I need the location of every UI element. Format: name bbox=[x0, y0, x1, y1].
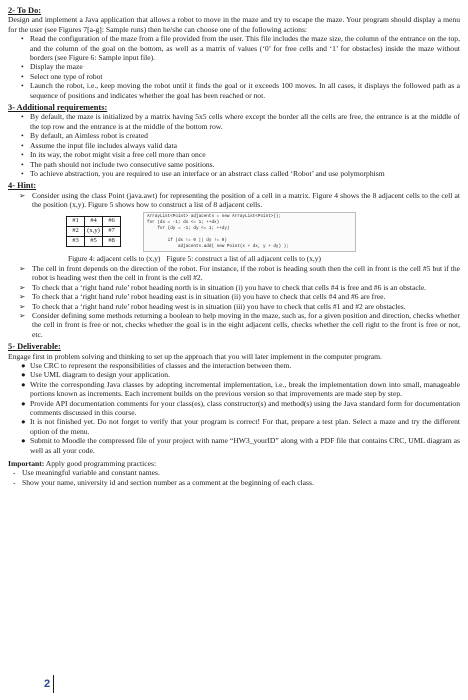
hint-list bbox=[8, 264, 460, 339]
requirement-item: • The path should not include two consecutive same positions. bbox=[21, 159, 215, 169]
grid-cell: #4 bbox=[85, 216, 103, 226]
figure-4-caption: Figure 4: adjacent cells to (x,y) bbox=[68, 253, 161, 263]
important-item: - Use meaningful variable and constant names. bbox=[13, 468, 160, 478]
hint-item: ➢ To check that a ‘right hand rule’ robot heading west is in situation (iii) you have to check that cells #1 and #2 are obstacles. bbox=[19, 301, 406, 311]
hint-item: ➢ Consider using the class Point (java.awt) for representing the position of a cell in a matrix. Figure 4 shows the 8 adjacent cells to the cell at the position (x,y). Figure 5 shows how to construct a list of 8 adjacent cells. bbox=[19, 190, 460, 210]
grid-cell: #1 bbox=[67, 216, 85, 226]
hint-intro-list bbox=[8, 191, 460, 210]
requirement-item: • By default, an Aimless robot is created bbox=[21, 131, 148, 141]
todo-item: • Read the configuration of the maze from a file provided from the user. This file includes the maze size, the column of the entrance on the top, and the column of the goal on the bottom, as well as a matrix of values (‘0’ for free cells and ‘1’ for obstacles) inside the maze without borders (see Figure 6: Sample input file). bbox=[21, 34, 460, 63]
requirements-title: 3- Additional requirements: bbox=[8, 103, 108, 113]
important-item: - Show your name, university id and section number as a comment at the beginning of each class. bbox=[13, 477, 314, 487]
important-label: Important: bbox=[8, 459, 45, 469]
deliverable-item: ● Write the corresponding Java classes by adopting incremental implementation, i.e., break the implementation down into small, manageable portions known as increments. Each increment builds on the previous version so that improvements are made step by step. bbox=[21, 379, 460, 399]
deliverable-list bbox=[8, 361, 460, 455]
grid-cell: (x,y) bbox=[85, 226, 103, 236]
todo-item: • Select one type of robot bbox=[21, 71, 103, 81]
todo-list bbox=[8, 34, 460, 100]
requirements-list bbox=[8, 112, 460, 178]
hint-item: ➢ Consider defining some methods returning a boolean to help moving in the maze, such as, for a given position and direction, checks whether the cell in front is free or not, checks whether the goal is in the eight adjacent cells, checks whether the cell right to the front is free or not, etc. bbox=[19, 310, 460, 339]
important-line bbox=[8, 459, 460, 468]
code-snippet: ArrayList<Point> adjacents = new ArrayList<Point>(); for (dx = -1; dx <= 1; ++dx) for (dy = -1; dy <= 1; ++dy) if (dx != 0 || dy != 0) adjacents.add( new Point(x + dx, y + dy) ); bbox=[143, 212, 356, 252]
deliverable-intro: Engage first in problem solving and thinking to set up the approach that you will later implement in the computer program. bbox=[8, 351, 382, 361]
grid-cell: #2 bbox=[67, 226, 85, 236]
todo-item: • Display the maze bbox=[21, 62, 83, 72]
hint-item: ➢ To check that a ‘right hand rule’ robot heading north is in situation (i) you have to check that cells #4 is free and #6 is an obstacle. bbox=[19, 282, 427, 292]
grid-cell: #5 bbox=[85, 236, 103, 246]
figure-captions bbox=[68, 254, 460, 263]
grid-cell: #6 bbox=[103, 216, 121, 226]
deliverable-item: ● Submit to Moodle the compressed file of your project with name “HW3_yourID” along with a PDF file that contains CRC, UML diagram as well as all your code. bbox=[21, 436, 460, 455]
deliverable-item: ● It is not finished yet. Do not forget to verify that your program is correct! For that, prepare a test plan. Select a maze and try the different option of the menu. bbox=[21, 417, 460, 436]
hint-item: ➢ To check that a ‘right hand rule’ robot heading east is in situation (ii) you have to check that cells #4 and #6 are free. bbox=[19, 292, 386, 302]
important-list bbox=[8, 468, 460, 487]
figures-block bbox=[36, 212, 460, 252]
requirement-item: • By default, the maze is initialized by a matrix having 5x5 cells where except the border all the cells are free, the entrance is at the middle of the top row and the entrance is at the middle of the bottom row. bbox=[21, 112, 460, 131]
grid-cell: #7 bbox=[103, 226, 121, 236]
deliverable-item: ● Provide API documentation comments for your class(es), class constructor(s) and method(s) using the Java standard form for documentation comments discussed in this course. bbox=[21, 398, 460, 418]
todo-intro: Design and implement a Java application that allows a robot to move in the maze and try to escape the maze. Your program should display a menu for the user (see Figures 7[a-g]: Sample runs) then he/she can choose one of the following actions: bbox=[8, 15, 460, 34]
hint-item: ➢ The cell in front depends on the direction of the robot. For instance, if the robot is heading south then the cell in front is the cell #5 but if the robot is heading west then the cell in front is the cell #2. bbox=[19, 263, 460, 283]
requirement-item: • To achieve abstraction, you are required to use an interface or an abstract class called ‘Robot’ and use polymorphism bbox=[21, 168, 385, 178]
deliverable-item: ● Use CRC to represent the responsibilities of classes and the interaction between them. bbox=[21, 361, 292, 370]
deliverable-title: 5- Deliverable: bbox=[8, 342, 61, 352]
requirement-item: • In its way, the robot might visit a free cell more than once bbox=[21, 150, 206, 160]
adjacent-cells-grid bbox=[66, 216, 121, 247]
requirement-item: • Assume the input file includes always valid data bbox=[21, 140, 177, 150]
todo-title: 2- To Do: bbox=[8, 6, 42, 15]
deliverable-item: ● Use UML diagram to design your application. bbox=[21, 370, 170, 380]
grid-cell: #8 bbox=[103, 236, 121, 246]
page-number: 2 bbox=[44, 675, 54, 693]
grid-cell: #3 bbox=[67, 236, 85, 246]
important-text: Apply good programming practices: bbox=[45, 459, 157, 469]
todo-item: • Launch the robot, i.e., keep moving the robot until it finds the goal or it exceeds 100 moves. In all cases, it displays the followed path as a sequence of positions and indicates whether the goal has been reached or not. bbox=[21, 81, 460, 100]
figure-5-caption: Figure 5: construct a list of all adjacent cells to (x,y) bbox=[166, 253, 321, 263]
hint-title: 4- Hint: bbox=[8, 181, 37, 191]
